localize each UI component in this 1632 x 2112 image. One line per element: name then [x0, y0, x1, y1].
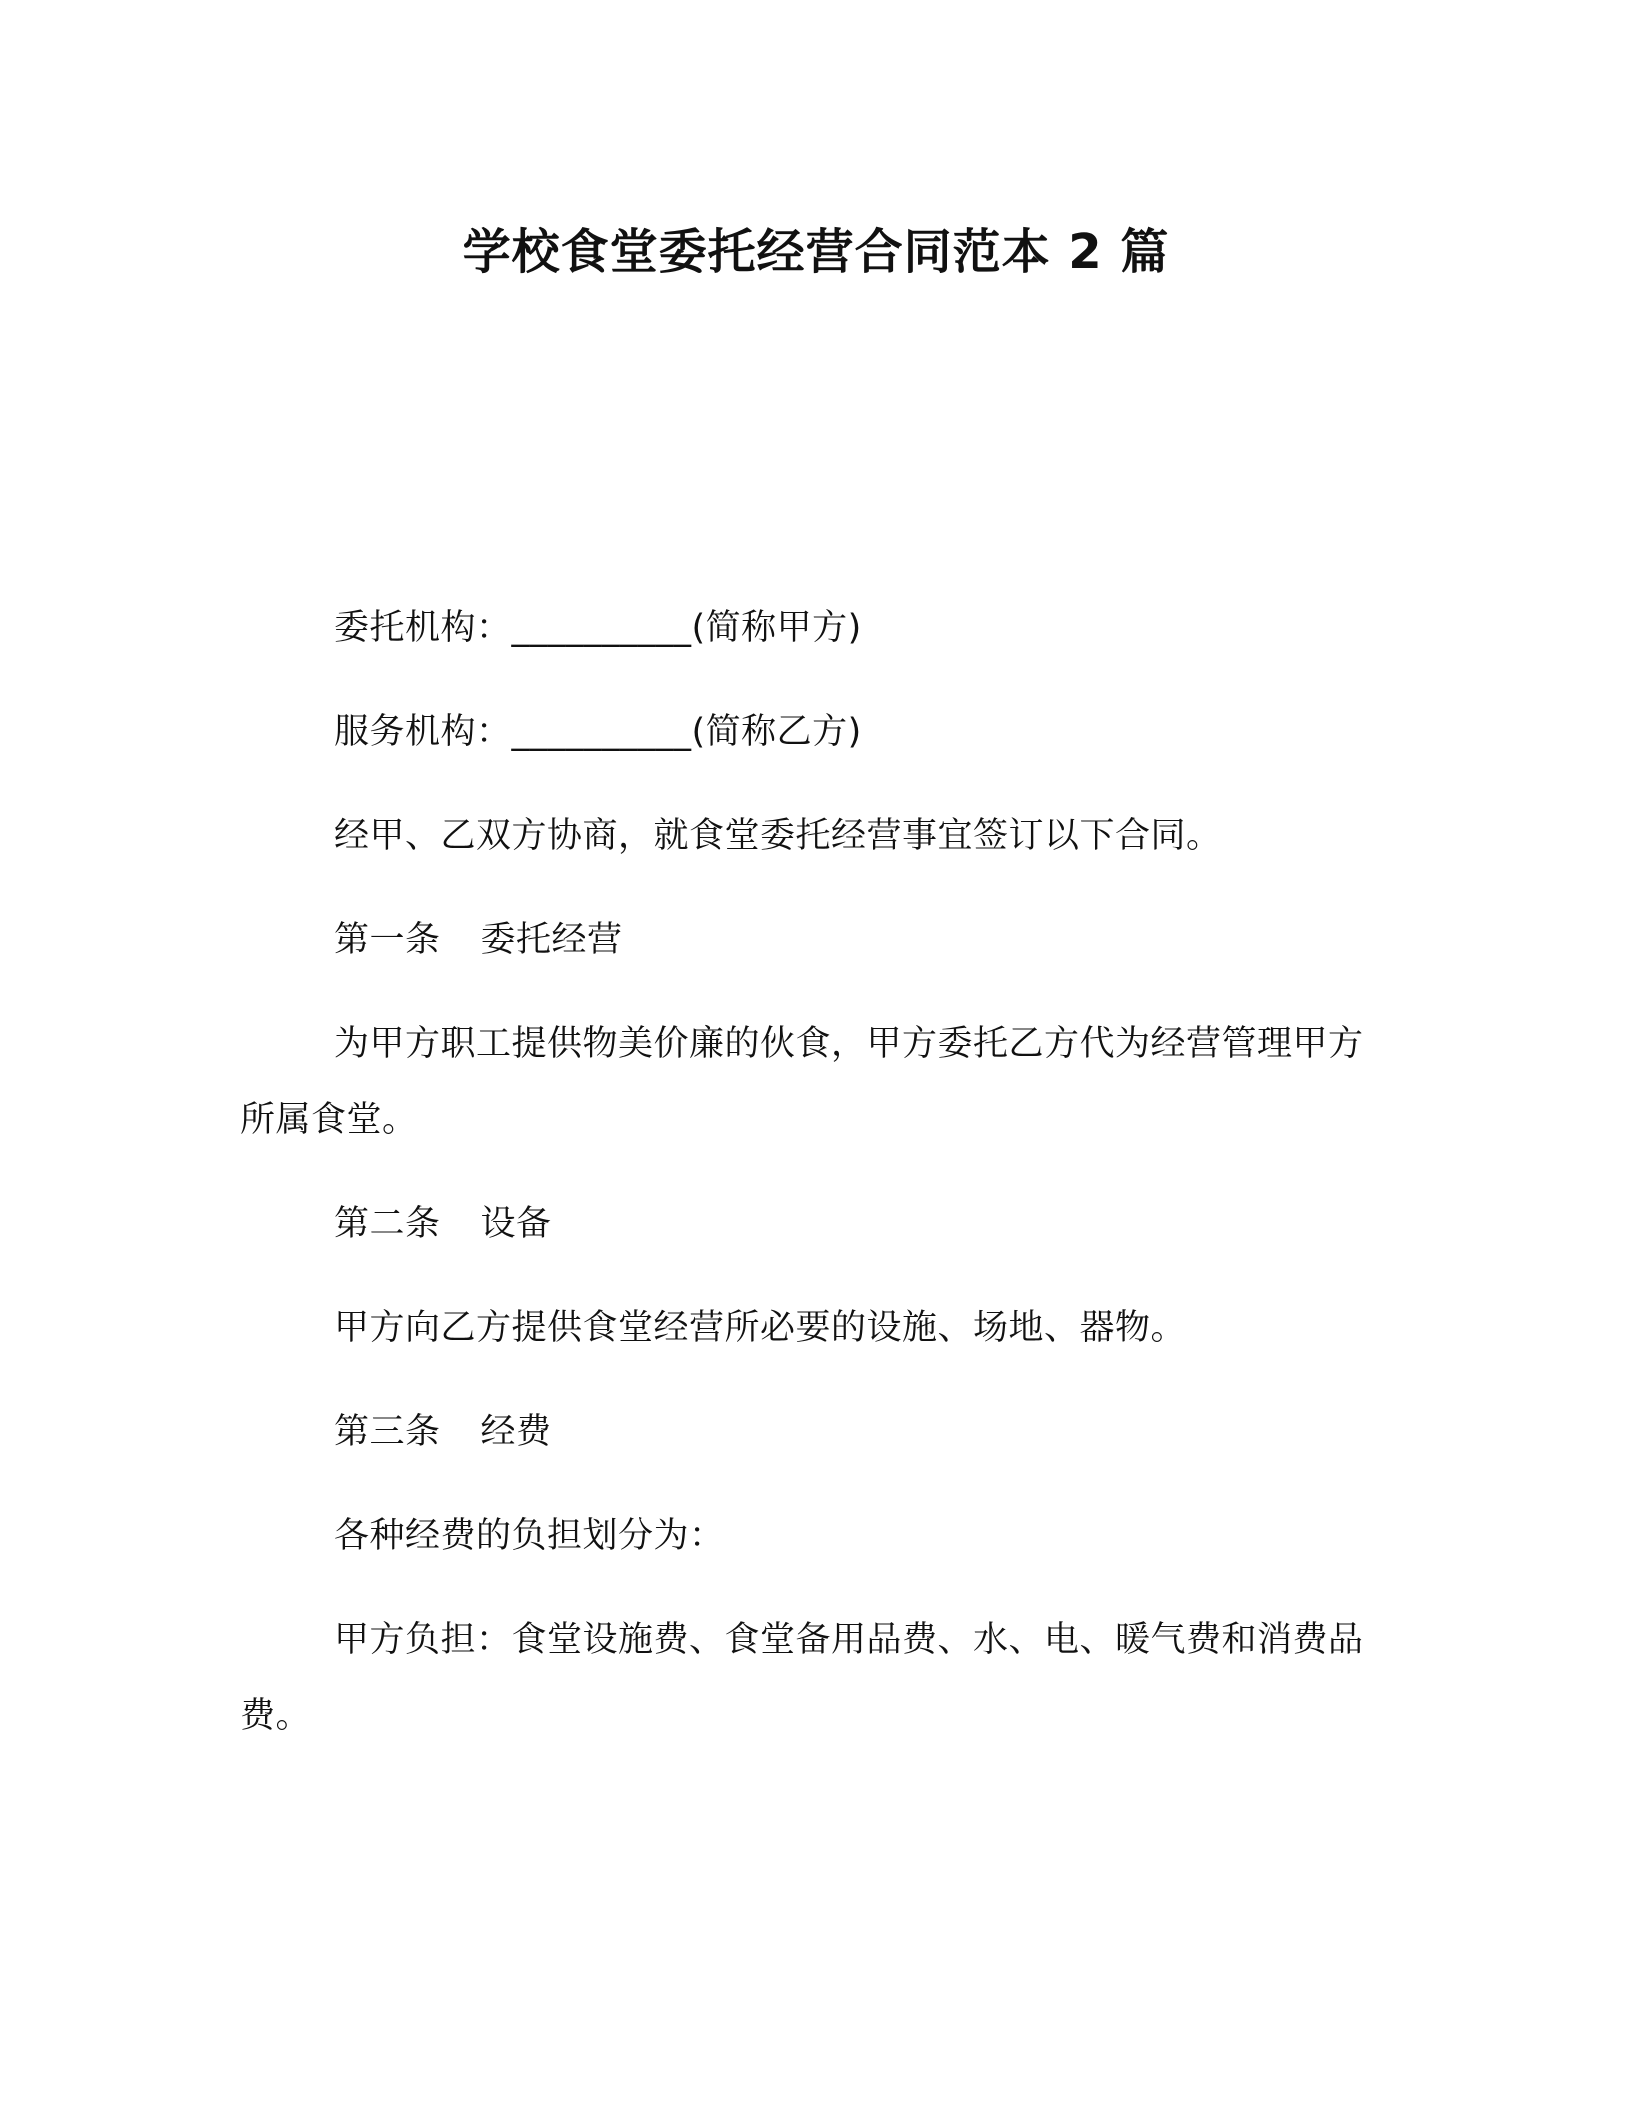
article-2-heading: [240, 1186, 1390, 1262]
paragraph-agreement-intro: 经甲、乙双方协商，就食堂委托经营事宜签订以下合同。: [334, 816, 1222, 856]
paragraph-entrusting-party: 委托机构：__________(简称甲方): [334, 608, 862, 648]
article-3-number: 第三条: [334, 1412, 441, 1452]
article-1-content: 为甲方职工提供物美价廉的伙食，甲方委托乙方代为经营管理甲方所属食堂。: [240, 1024, 1364, 1140]
paragraph-service-party: 服务机构：__________(简称乙方): [334, 712, 862, 752]
article-1-number: 第一条: [334, 920, 441, 960]
article-3-heading: [240, 1394, 1390, 1470]
document-body: [240, 590, 1390, 1782]
article-2-title: 设备: [480, 1204, 552, 1244]
article-1-title: 委托经营: [480, 920, 623, 960]
article-3-title: 经费: [480, 1412, 552, 1452]
article-3-content-intro: 各种经费的负担划分为：: [334, 1516, 725, 1556]
article-1-heading: [240, 902, 1390, 978]
article-3-party-a-expenses: 甲方负担：食堂设施费、食堂备用品费、水、电、暖气费和消费品费。: [240, 1620, 1364, 1736]
article-2-number: 第二条: [334, 1204, 441, 1244]
document-title: 学校食堂委托经营合同范本 2 篇: [462, 224, 1170, 280]
article-2-content: 甲方向乙方提供食堂经营所必要的设施、场地、器物。: [334, 1308, 1187, 1348]
